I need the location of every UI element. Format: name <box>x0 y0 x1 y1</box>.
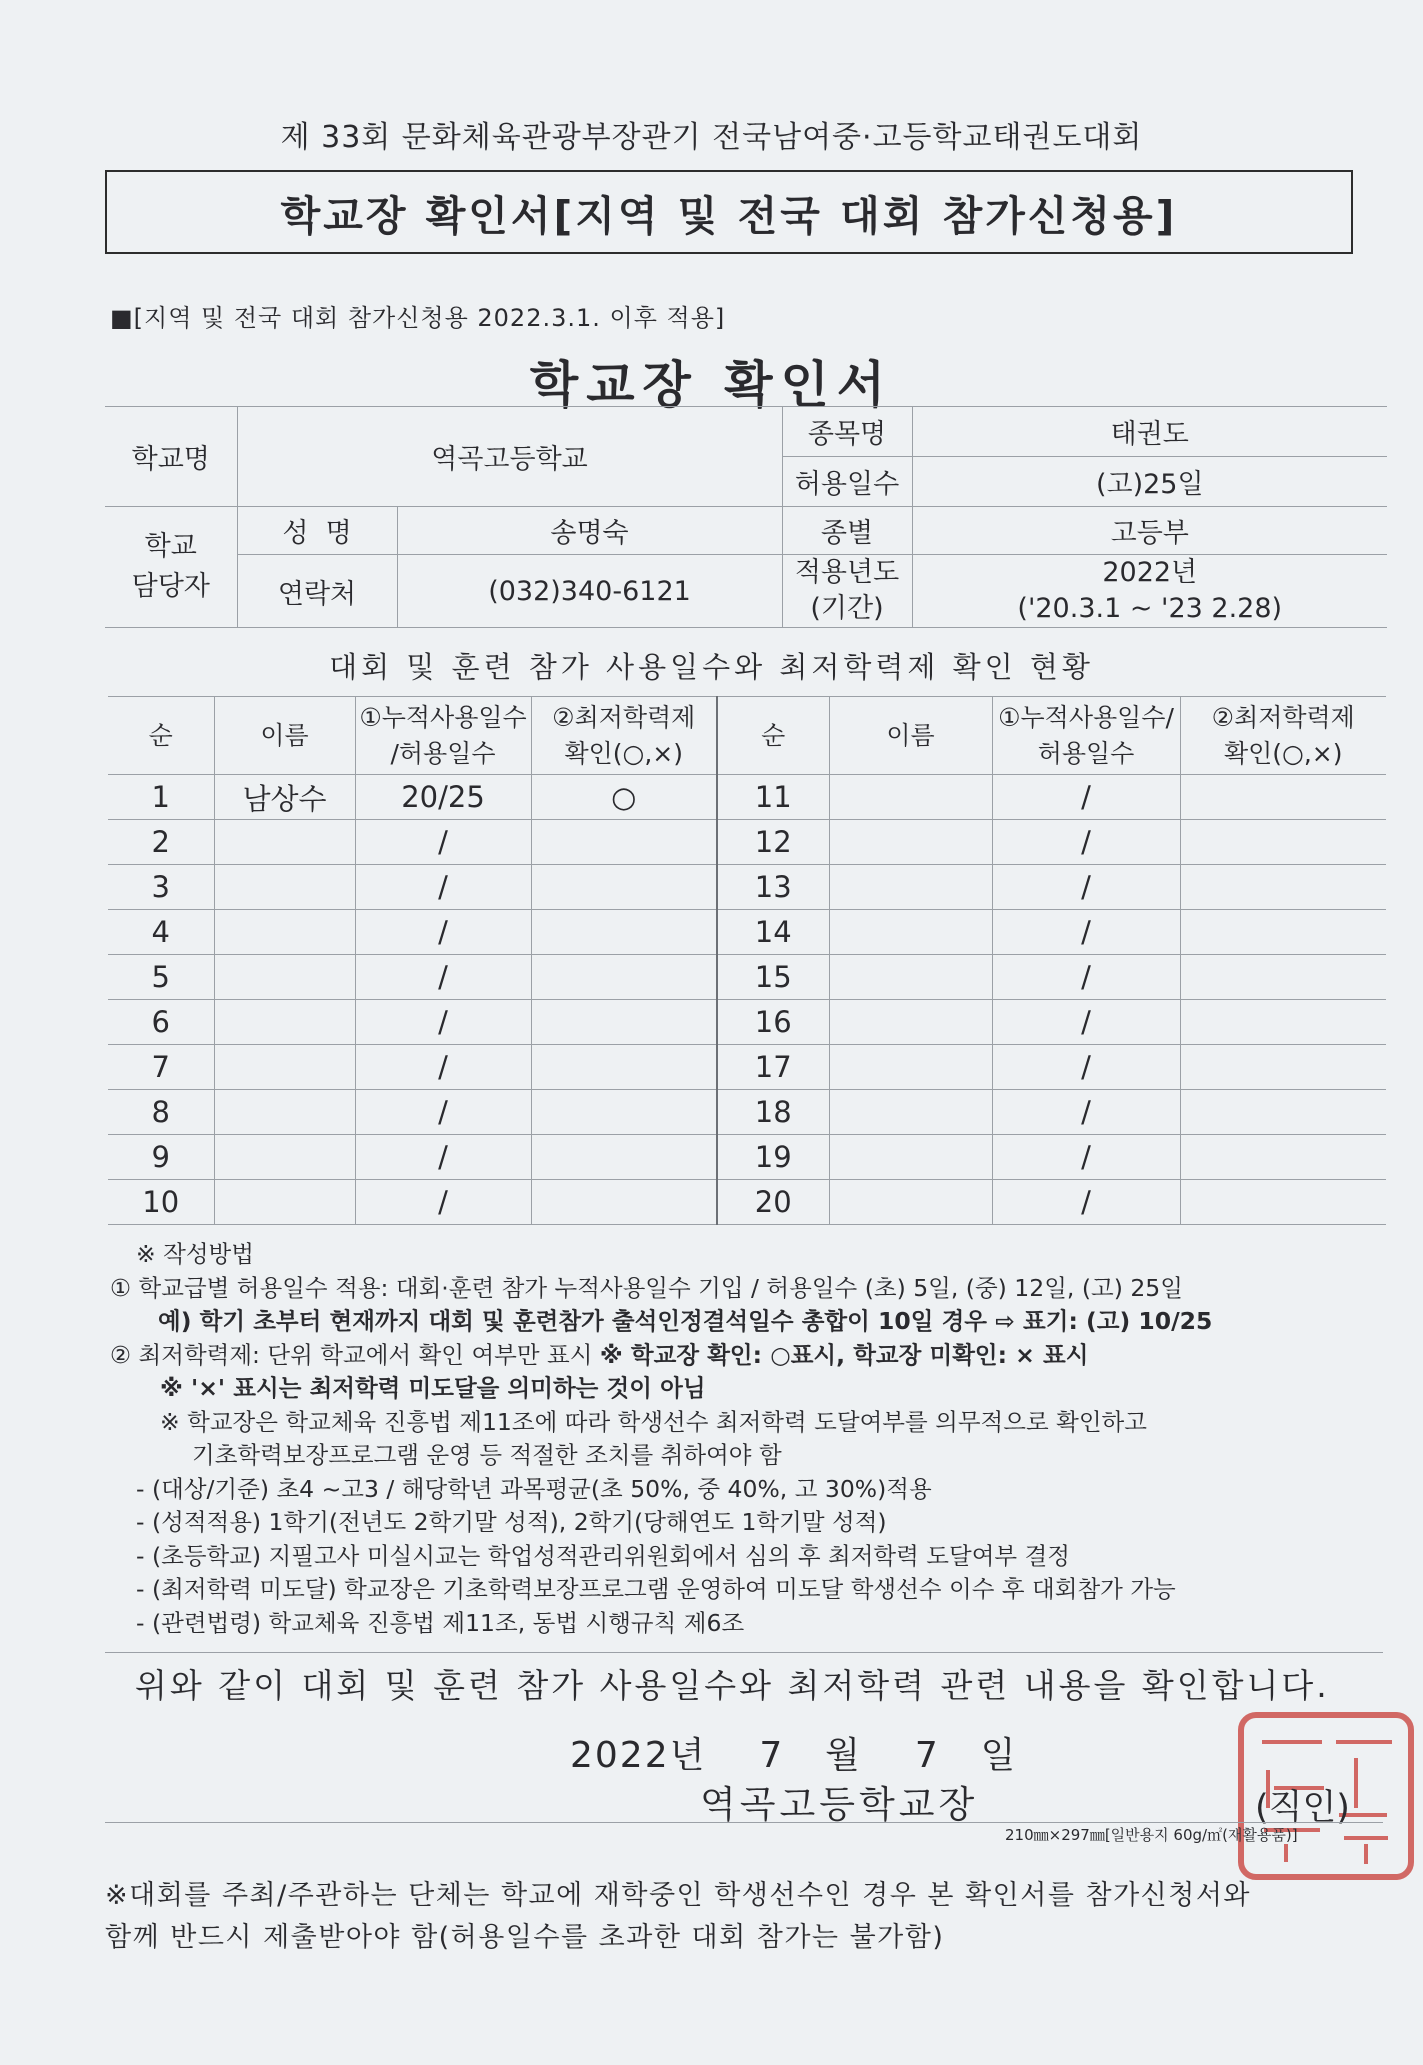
sport-label: 종목명 <box>782 407 912 457</box>
row-no: 12 <box>717 820 829 865</box>
date-year: 2022년 <box>570 1735 707 1776</box>
row-name <box>214 820 355 865</box>
row-name <box>829 1045 992 1090</box>
row-no: 19 <box>717 1135 829 1180</box>
row-no: 2 <box>108 820 214 865</box>
note-line <box>110 1339 1390 1373</box>
row-days: / <box>992 775 1180 820</box>
row-days: / <box>992 910 1180 955</box>
row-no: 15 <box>717 955 829 1000</box>
row-name <box>829 1000 992 1045</box>
row-name <box>214 1135 355 1180</box>
staff-name-label: 성 명 <box>237 507 397 555</box>
allowed-days-label: 허용일수 <box>782 457 912 507</box>
header-name-2: 이름 <box>829 697 992 775</box>
principal-signature-line: 역곡고등학교장 <box>700 1783 979 1826</box>
school-staff-label: 학교 담당자 <box>105 507 237 628</box>
row-check <box>531 820 717 865</box>
contact-value: (032)340-6121 <box>397 555 782 628</box>
table-row <box>108 1090 1386 1135</box>
row-check <box>531 1135 717 1180</box>
header-no-2: 순 <box>717 697 829 775</box>
row-days: / <box>992 1090 1180 1135</box>
participation-table <box>108 696 1386 1225</box>
row-check <box>531 1090 717 1135</box>
table-row <box>108 775 1386 820</box>
table-row <box>108 1180 1386 1225</box>
notes-heading: ※ 작성방법 <box>136 1240 254 1268</box>
header-days: ①누적사용일수 /허용일수 <box>355 697 531 775</box>
note-emphasis: ※ 학교장 확인: ○표시, 학교장 미확인: × 표시 <box>599 1340 1089 1369</box>
row-name <box>829 910 992 955</box>
row-no: 20 <box>717 1180 829 1225</box>
row-name <box>214 910 355 955</box>
header-check: ②최저학력제 확인(○,×) <box>531 697 717 775</box>
row-days: / <box>992 955 1180 1000</box>
note-line: - (초등학교) 지필고사 미실시교는 학업성적관리위원회에서 심의 후 최저학력 도달여부 결정 <box>136 1541 1070 1570</box>
row-days: / <box>992 1000 1180 1045</box>
table-row <box>108 865 1386 910</box>
row-days: / <box>355 1045 531 1090</box>
row-days: / <box>355 955 531 1000</box>
row-check <box>1180 865 1386 910</box>
row-name <box>214 955 355 1000</box>
school-info-table <box>105 406 1387 628</box>
division-value: 고등부 <box>912 507 1387 555</box>
date-day: 7 <box>914 1735 940 1776</box>
note-text: ② 최저학력제: 단위 학교에서 확인 여부만 표시 <box>110 1340 600 1369</box>
footer-line: 함께 반드시 제출받아야 함(허용일수를 초과한 대회 참가는 불가함) <box>105 1922 945 1953</box>
row-no: 17 <box>717 1045 829 1090</box>
row-no: 8 <box>108 1090 214 1135</box>
row-no: 1 <box>108 775 214 820</box>
issue-date <box>570 1727 1017 1778</box>
date-month: 7 <box>759 1735 785 1776</box>
row-check <box>531 865 717 910</box>
table-row <box>108 910 1386 955</box>
row-days: / <box>992 1045 1180 1090</box>
row-check <box>1180 1090 1386 1135</box>
divider <box>105 1652 1383 1653</box>
row-no: 4 <box>108 910 214 955</box>
row-name <box>829 775 992 820</box>
row-check <box>531 1180 717 1225</box>
footer-notice <box>105 1875 1395 1959</box>
row-name <box>214 865 355 910</box>
contact-label: 연락처 <box>237 555 397 628</box>
row-name <box>829 1180 992 1225</box>
row-no: 10 <box>108 1180 214 1225</box>
header-days-2: ①누적사용일수/ 허용일수 <box>992 697 1180 775</box>
row-days: / <box>992 1180 1180 1225</box>
division-label: 종별 <box>782 507 912 555</box>
note-line: - (대상/기준) 초4 ~고3 / 해당학년 과목평균(초 50%, 중 40%, 고 30%)적용 <box>136 1474 932 1503</box>
allowed-days-value: (고)25일 <box>912 457 1387 507</box>
applicable-year-value: 2022년 ('20.3.1 ~ '23 2.28) <box>912 555 1387 628</box>
row-days: / <box>992 820 1180 865</box>
table-header-row <box>108 697 1386 775</box>
note-line: - (성적적용) 1학기(전년도 2학기말 성적), 2학기(당해연도 1학기말 성적) <box>136 1508 887 1536</box>
table-row <box>108 1000 1386 1045</box>
date-month-unit: 월 <box>825 1735 862 1776</box>
row-check <box>1180 1000 1386 1045</box>
note-line: - (최저학력 미도달) 학교장은 기초학력보장프로그램 운영하여 미도달 학생선수 이수 후 대회참가 가능 <box>136 1575 1176 1603</box>
row-days: / <box>355 910 531 955</box>
row-days: / <box>355 1000 531 1045</box>
row-no: 11 <box>717 775 829 820</box>
row-check <box>531 1045 717 1090</box>
table-row <box>108 955 1386 1000</box>
row-name <box>214 1000 355 1045</box>
row-no: 18 <box>717 1090 829 1135</box>
header-check-2: ②최저학력제 확인(○,×) <box>1180 697 1386 775</box>
row-name: 남상수 <box>214 775 355 820</box>
row-no: 16 <box>717 1000 829 1045</box>
table-row <box>108 1135 1386 1180</box>
row-check: ○ <box>531 775 717 820</box>
section-title: 대회 및 훈련 참가 사용일수와 최저학력제 확인 현황 <box>329 650 1094 684</box>
event-title: 제 33회 문화체육관광부장관기 전국남여중·고등학교태권도대회 <box>280 120 1143 155</box>
document-title: 학교장 확인서 <box>529 356 894 414</box>
row-check <box>1180 820 1386 865</box>
row-days: / <box>355 820 531 865</box>
row-name <box>829 820 992 865</box>
row-days: 20/25 <box>355 775 531 820</box>
row-check <box>1180 910 1386 955</box>
row-name <box>214 1090 355 1135</box>
row-check <box>1180 955 1386 1000</box>
confirmation-statement: 위와 같이 대회 및 훈련 참가 사용일수와 최저학력 관련 내용을 확인합니다. <box>135 1666 1330 1705</box>
row-no: 6 <box>108 1000 214 1045</box>
row-check <box>1180 1180 1386 1225</box>
applicability-note: ■[지역 및 전국 대회 참가신청용 2022.3.1. 이후 적용] <box>110 304 726 332</box>
note-line: - (관련법령) 학교체육 진흥법 제11조, 동법 시행규칙 제6조 <box>136 1608 745 1637</box>
row-check <box>531 1000 717 1045</box>
row-check <box>531 910 717 955</box>
row-no: 7 <box>108 1045 214 1090</box>
writing-instructions <box>110 1238 1390 1640</box>
row-no: 5 <box>108 955 214 1000</box>
row-check <box>1180 775 1386 820</box>
row-no: 3 <box>108 865 214 910</box>
row-check <box>531 955 717 1000</box>
row-check <box>1180 1135 1386 1180</box>
row-name <box>829 865 992 910</box>
row-days: / <box>355 1090 531 1135</box>
sport-value: 태권도 <box>912 407 1387 457</box>
row-no: 9 <box>108 1135 214 1180</box>
school-name-value: 역곡고등학교 <box>237 407 782 507</box>
row-days: / <box>355 1135 531 1180</box>
table-row <box>108 1045 1386 1090</box>
note-line: ① 학교급별 허용일수 적용: 대회·훈련 참가 누적사용일수 기입 / 허용일수 (초) 5일, (중) 12일, (고) 25일 <box>110 1273 1183 1302</box>
row-days: / <box>355 1180 531 1225</box>
row-days: / <box>355 865 531 910</box>
seal-label: (직인) <box>1255 1788 1350 1828</box>
row-check <box>1180 1045 1386 1090</box>
row-days: / <box>992 1135 1180 1180</box>
table-row <box>108 820 1386 865</box>
form-title-box: 학교장 확인서[지역 및 전국 대회 참가신청용] <box>105 170 1353 254</box>
date-day-unit: 일 <box>980 1735 1018 1776</box>
row-name <box>829 1135 992 1180</box>
divider <box>105 1822 1383 1823</box>
footer-line: ※대회를 주최/주관하는 단체는 학교에 재학중인 학생선수인 경우 본 확인서를 참가신청서와 <box>105 1880 1251 1911</box>
note-line: 기초학력보장프로그램 운영 등 적절한 조치를 취하여야 함 <box>192 1441 782 1469</box>
school-name-label: 학교명 <box>105 407 237 507</box>
paper-spec: 210㎜×297㎜[일반용지 60g/㎡(재활용품)] <box>1005 1826 1298 1844</box>
note-line: ※ 학교장은 학교체육 진흥법 제11조에 따라 학생선수 최저학력 도달여부를 의무적으로 확인하고 <box>160 1407 1147 1436</box>
row-name <box>829 955 992 1000</box>
header-name: 이름 <box>214 697 355 775</box>
row-name <box>829 1090 992 1135</box>
applicable-year-label: 적용년도 (기간) <box>782 555 912 628</box>
row-no: 14 <box>717 910 829 955</box>
note-line: 예) 학기 초부터 현재까지 대회 및 훈련참가 출석인정결석일수 총합이 10일 경우 ⇨ 표기: (고) 10/25 <box>158 1307 1213 1335</box>
note-line: ※ '×' 표시는 최저학력 미도달을 의미하는 것이 아님 <box>160 1374 706 1402</box>
row-name <box>214 1045 355 1090</box>
row-name <box>214 1180 355 1225</box>
header-no: 순 <box>108 697 214 775</box>
row-no: 13 <box>717 865 829 910</box>
staff-name-value: 송명숙 <box>397 507 782 555</box>
row-days: / <box>992 865 1180 910</box>
